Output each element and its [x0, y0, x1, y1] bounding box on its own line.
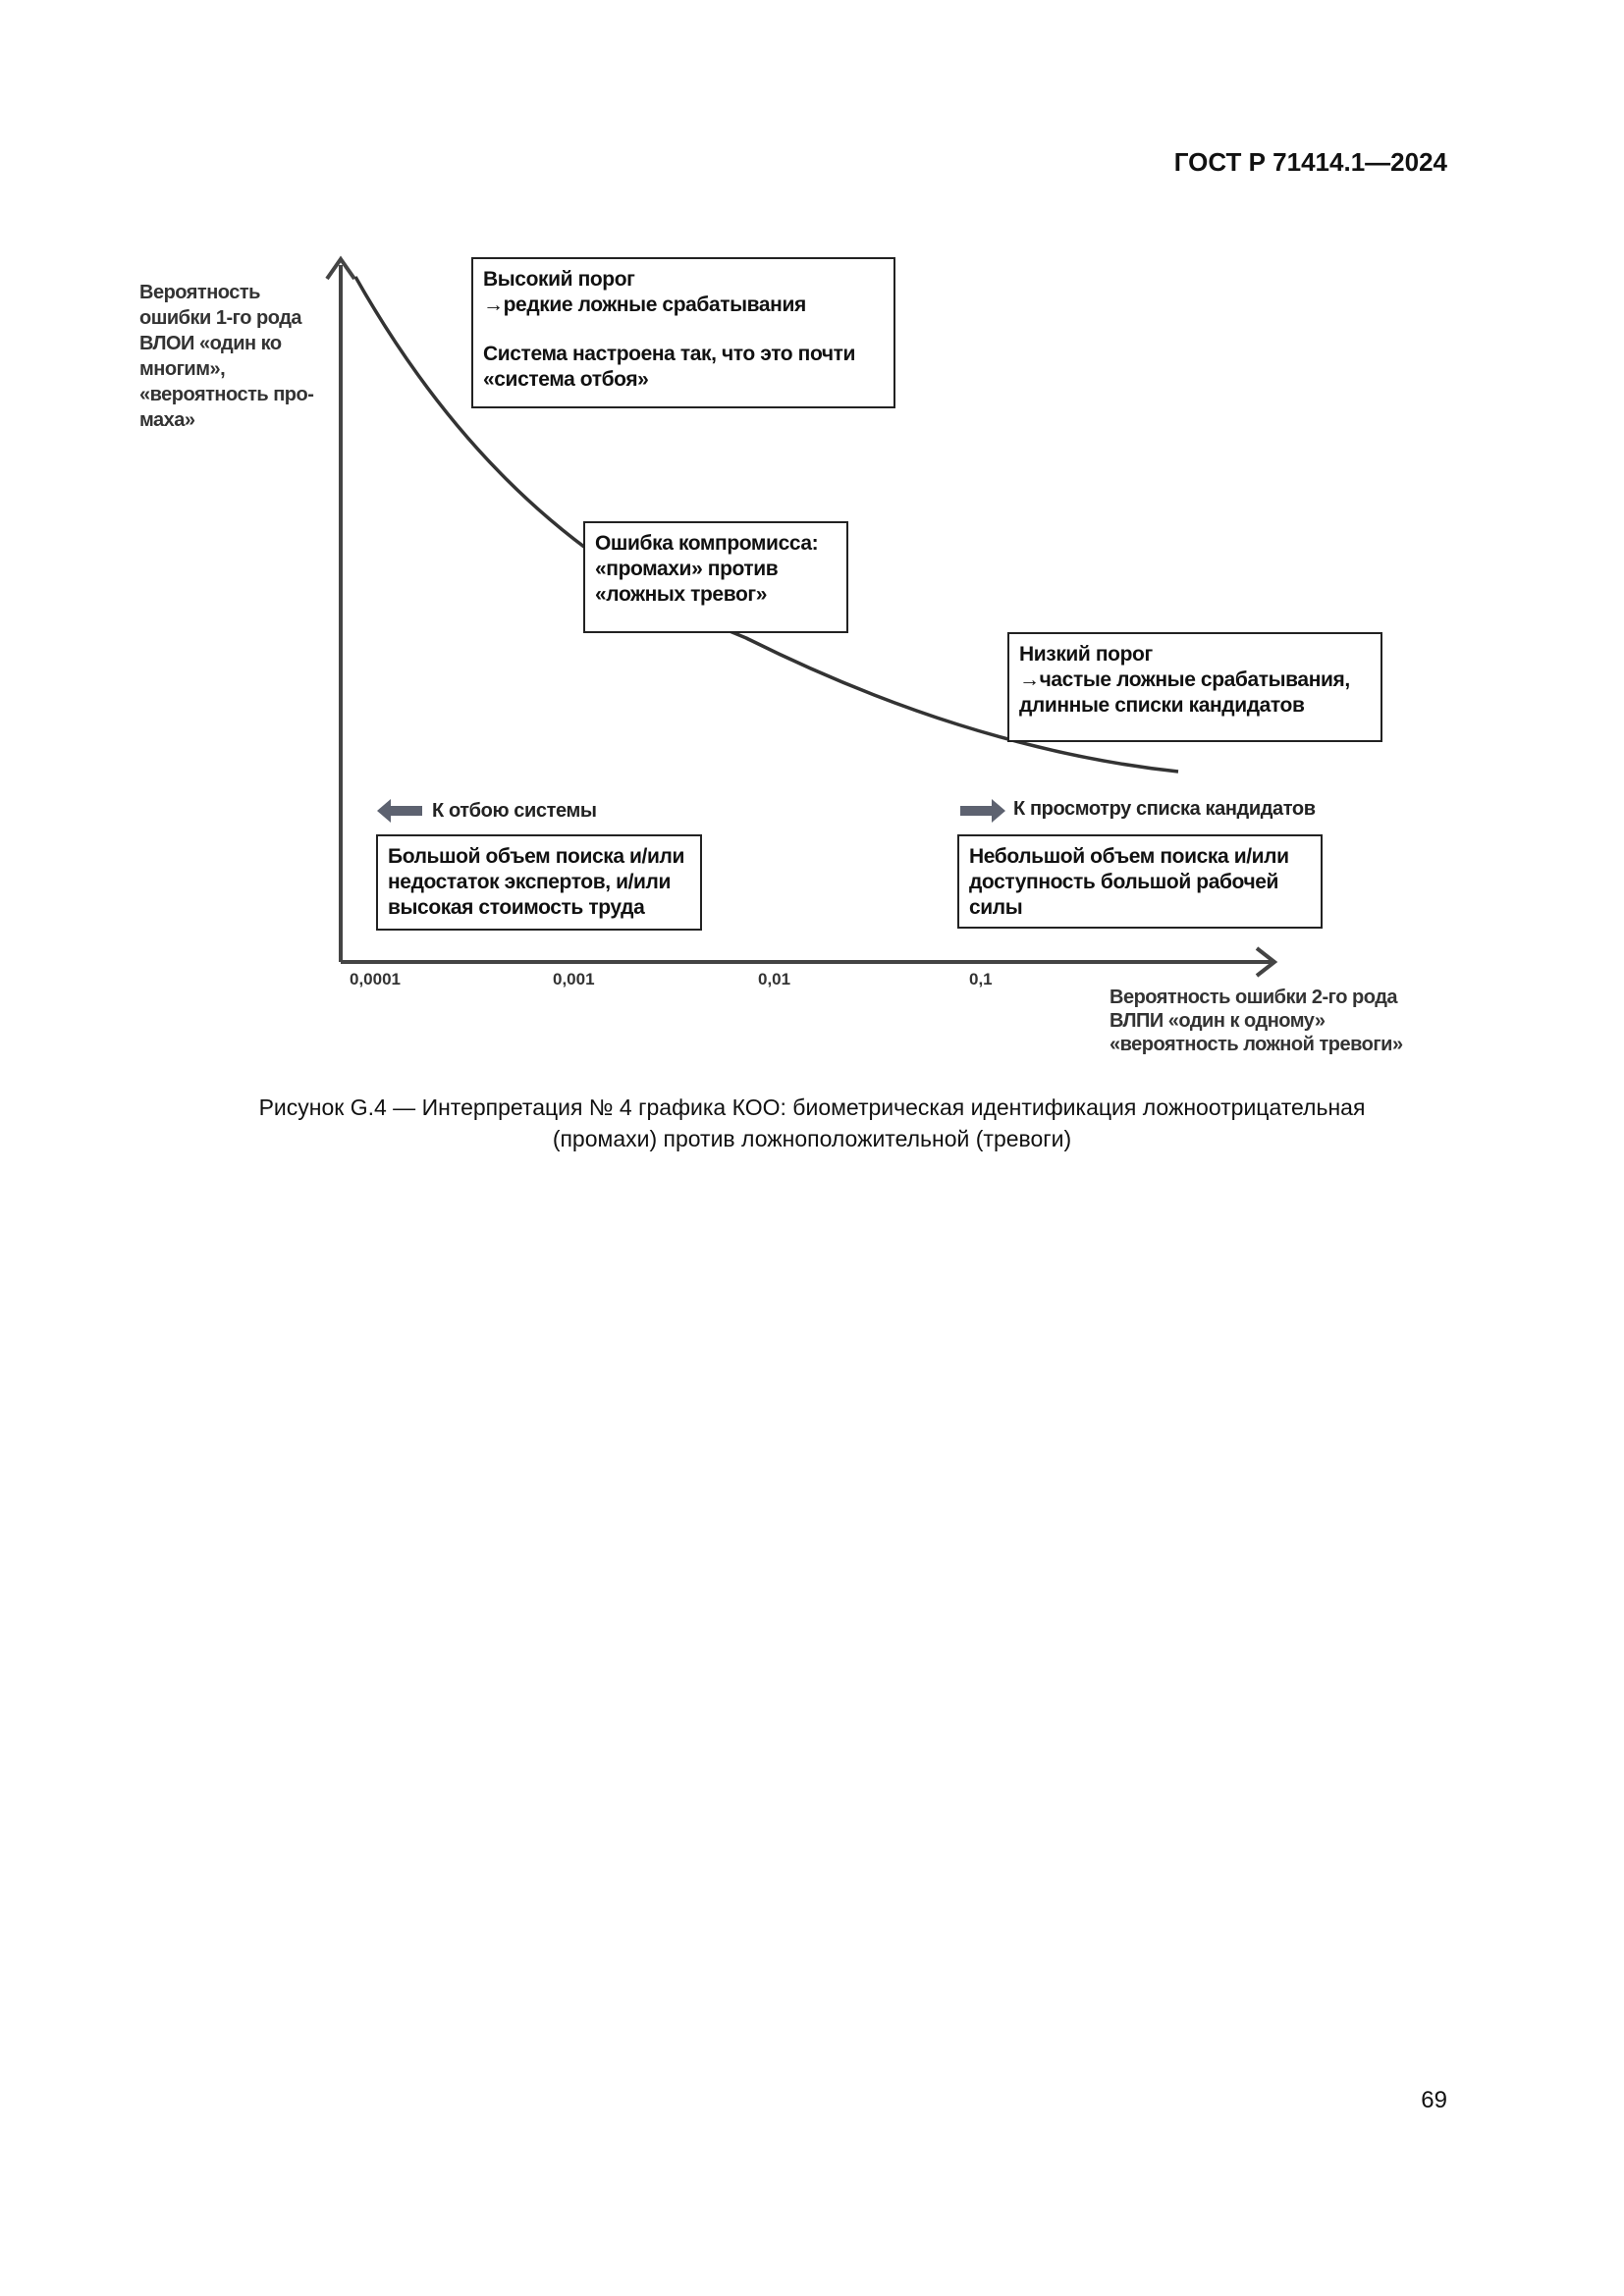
small-search-box: Небольшой объем поиска и/или доступность большой рабочей силы — [957, 834, 1323, 929]
right-arrow-icon: → — [483, 294, 504, 316]
tradeoff-box: Ошибка компромисса: «промахи» против «ложных тревог» — [583, 521, 848, 633]
arrow-left-icon — [377, 799, 422, 823]
x-axis-label: Вероятность ошибки 2-го рода ВЛПИ «один к одному» «вероятность ложной тревоги» — [1110, 987, 1403, 1055]
x-tick-label: 0,1 — [969, 970, 993, 988]
low-threshold-box: Низкий порог →частые ложные срабатывания, длинные списки кандидатов — [1007, 632, 1382, 742]
right-arrow-icon: → — [1019, 668, 1040, 691]
document-code: ГОСТ Р 71414.1—2024 — [1173, 147, 1447, 177]
x-tick-label: 0,0001 — [350, 970, 401, 988]
large-search-box: Большой объем поиска и/или недостаток экспертов, и/или высокая стоимость труда — [376, 834, 702, 931]
figure-caption: Рисунок G.4 — Интерпретация № 4 графика КОО: биометрическая идентификация ложноотрицательная (промахи) против ложноположительной (тревоги) — [258, 1095, 1366, 1151]
arrow-right-icon — [960, 799, 1005, 823]
to-system-rejection-label: К отбою системы — [432, 800, 597, 822]
to-candidate-list-label: К просмотру списка кандидатов — [1013, 798, 1316, 820]
high-threshold-box: Высокий порог →редкие ложные срабатывания Система настроена так, что это почти «система отбоя» — [471, 257, 895, 408]
det-figure — [0, 0, 1624, 1099]
y-axis-label: Вероятность ошибки 1-го рода ВЛОИ «один ко многим», «вероятность про- маха» — [139, 282, 314, 431]
x-tick-label: 0,01 — [758, 970, 791, 988]
page-number: 69 — [1421, 2087, 1447, 2113]
x-tick-label: 0,001 — [553, 970, 595, 988]
